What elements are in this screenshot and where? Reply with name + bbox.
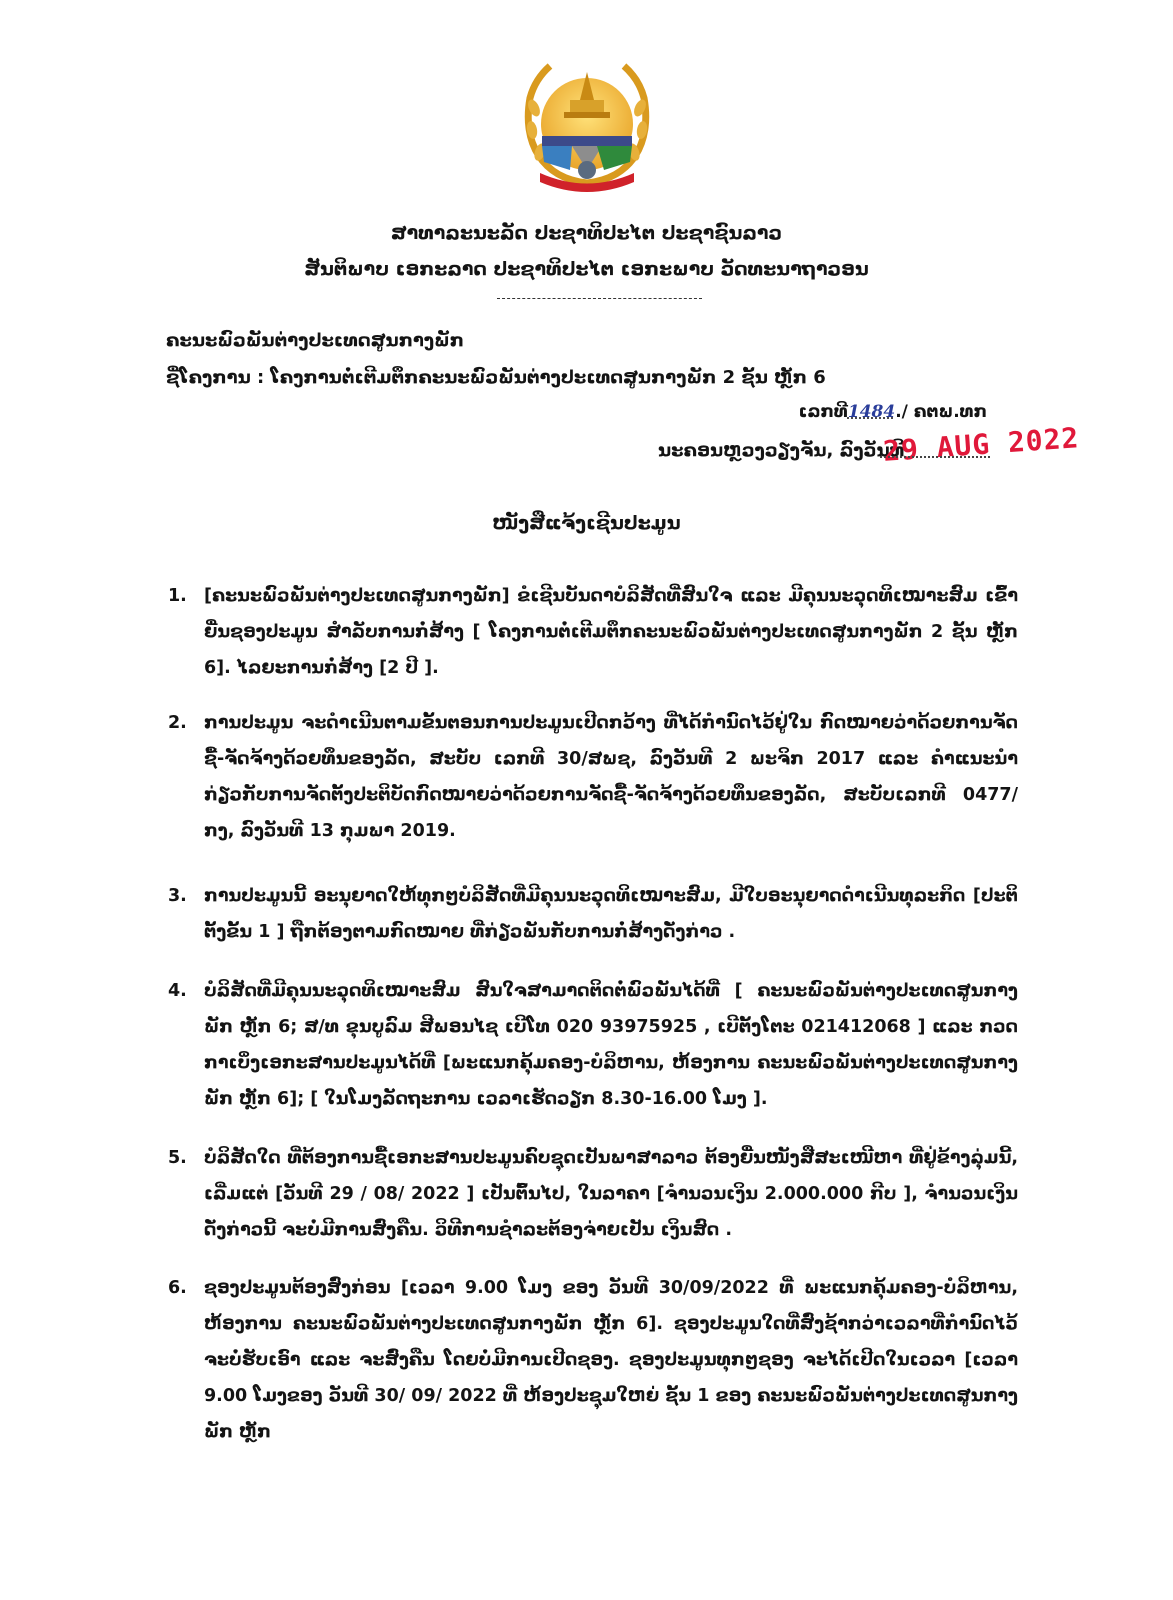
date-stamp: 29 AUG 2022 [882,421,1081,468]
item-number: 3. [168,886,187,906]
project-name: ຊື່ໂຄງການ : ໂຄງການຕໍ່ເຕີມຕຶກຄະນະພົວພັນຕ່າງປະເທດສູນກາງພັກ 2 ຊັ້ນ ຫຼັກ 6 [166,367,826,388]
item-number: 4. [168,981,187,1001]
item-number: 5. [168,1148,187,1168]
item-number: 2. [168,713,187,733]
organization-name: ຄະນະພົວພັນຕ່າງປະເທດສູນກາງພັກ [166,330,464,351]
document-title: ໜັງສືແຈ້ງເຊີນປະມູນ [492,512,681,534]
reference-number-label: ເລກທີ [798,402,848,422]
item-text: ຊອງປະມູນຕ້ອງສົ່ງກ່ອນ [ເວລາ 9.00 ໂມງ ຂອງ ວັນທີ 30/09/2022 ທີ່ ພະແນກຄຸ້ມຄອງ-ບໍລິຫານ, ຫ້ອງການ ຄະນະພົວພັນຕ່າງປະເທດສູນກາງພັກ ຫຼັກ 6]. ຊອງປະມູນໃດທີ່ສົ່ງຊ້າກວ່າເວລາທີ່ກຳນົດໄວ້ຈະບໍ່ຮັບເອົາ ແລະ ຈະສົ່ງຄືນ ໂດຍບໍ່ມີການເປີດຊອງ. ຊອງປະມູນທຸກໆຊອງ ຈະໄດ້ເປີດໃນເວລາ [ເວລາ 9.00 ໂມງຂອງ ວັນທີ 30/ 09/ 2022 ທີ່ ຫ້ອງປະຊຸມໃຫຍ່ ຊັ້ນ 1 ຂອງ ຄະນະພົວພັນຕ່າງປະເທດສູນກາງພັກ ຫຼັກ [204,1278,1018,1442]
item-number: 1. [168,586,187,606]
national-emblem-icon [512,58,662,193]
item-text: [ຄະນະພົວພັນຕ່າງປະເທດສູນກາງພັກ] ຂໍເຊີນບັນດາບໍລິສັດທີ່ສົນໃຈ ແລະ ມີຄຸນນະວຸດທິເໝາະສົມ ເຂົ້າຍື່ນຊອງປະມູນ ສຳລັບການກໍ່ສ້າງ [ ໂຄງການຕໍ່ເຕີມຕຶກຄະນະພົວພັນຕ່າງປະເທດສູນກາງພັກ 2 ຊັ້ນ ຫຼັກ 6]. ໄລຍະການກໍ່ສ້າງ [2 ປີ ]. [204,586,1018,678]
item-text: ບໍລິສັດທີ່ມີຄຸນນະວຸດທິເໝາະສົມ ສົນໃຈສາມາດຕິດຕໍ່ພົວພັນໄດ້ທີ່ [ ຄະນະພົວພັນຕ່າງປະເທດສູນກາງພັກ ຫຼັກ 6; ສ/ທ ຂຸນບູລົມ ສີພອນໄຊ ເບີໂທ 020 93975925 , ເບີຕັ້ງໂຕະ 021412068 ] ແລະ ກວດກາເບິ່ງເອກະສານປະມູນໄດ້ທີ່ [ພະແນກຄຸ້ມຄອງ-ບໍລິຫານ, ຫ້ອງການ ຄະນະພົວພັນຕ່າງປະເທດສູນກາງພັກ ຫຼັກ 6]; [ ໃນໂມງລັດຖະການ ເວລາເຮັດວຽກ 8.30-16.00 ໂມງ ]. [204,981,1018,1109]
header-divider [497,298,702,299]
place-date-label: ນະຄອນຫຼວງວຽງຈັນ, ລົງວັນທີ [658,440,905,461]
national-motto: ສັນຕິພາບ ເອກະລາດ ປະຊາທິປະໄຕ ເອກະພາບ ວັດທະນາຖາວອນ [304,258,869,280]
list-item [168,578,1018,686]
reference-number-handwritten: 1484 [847,402,896,422]
item-number: 6. [168,1278,187,1298]
date-dotted-line [880,456,990,458]
reference-number [799,402,987,422]
list-item [168,705,1018,849]
reference-number-suffix: ./ ຄຕພ.ທກ [895,402,987,422]
list-item [168,973,1018,1117]
item-text: ບໍລິສັດໃດ ທີ່ຕ້ອງການຊື້ເອກະສານປະມູນຄົບຊຸດເປັນພາສາລາວ ຕ້ອງຍື່ນໜັງສືສະເໜີຫາ ທີ່ຢູ່ຂ້າງລຸ່ມນີ້, ເລີ່ມແຕ່ [ວັນທີ 29 / 08/ 2022 ] ເປັນຕົ້ນໄປ, ໃນລາຄາ [ຈຳນວນເງິນ 2.000.000 ກີບ ], ຈຳນວນເງິນດັ່ງກ່າວນີ້ ຈະບໍ່ມີການສົ່ງຄືນ. ວິທີການຊຳລະຕ້ອງຈ່າຍເປັນ ເງິນສົດ . [204,1148,1018,1240]
item-text: ການປະມູນ ຈະດຳເນີນຕາມຂັ້ນຕອນການປະມູນເປີດກວ້າງ ທີ່ໄດ້ກຳນົດໄວ້ຢູ່ໃນ ກົດໝາຍວ່າດ້ວຍການຈັດຊື້-ຈັດຈ້າງດ້ວຍທຶນຂອງລັດ, ສະບັບ ເລກທີ 30/ສພຊ, ລົງວັນທີ 2 ພະຈິກ 2017 ແລະ ຄຳແນະນຳກ່ຽວກັບການຈັດຕັ້ງປະຕິບັດກົດໝາຍວ່າດ້ວຍການຈັດຊື້-ຈັດຈ້າງດ້ວຍທຶນຂອງລັດ, ສະບັບເລກທີ 0477/ກງ, ລົງວັນທີ 13 ກຸມພາ 2019. [204,713,1018,841]
country-name: ສາທາລະນະລັດ ປະຊາທິປະໄຕ ປະຊາຊົນລາວ [390,222,783,244]
list-item [168,1140,1018,1248]
list-item [168,1270,1018,1450]
list-item [168,878,1018,950]
item-text: ການປະມູນນີ້ ອະນຸຍາດໃຫ້ທຸກໆບໍລິສັດທີ່ມີຄຸນນະວຸດທິເໝາະສົມ, ມີໃບອະນຸຍາດດຳເນີນທຸລະກິດ [ປະຕິຕັ້ງຂັ້ນ 1 ] ຖືກຕ້ອງຕາມກົດໝາຍ ທີ່ກ່ຽວພັນກັບການກໍ່ສ້າງດັ່ງກ່າວ . [204,886,1018,942]
